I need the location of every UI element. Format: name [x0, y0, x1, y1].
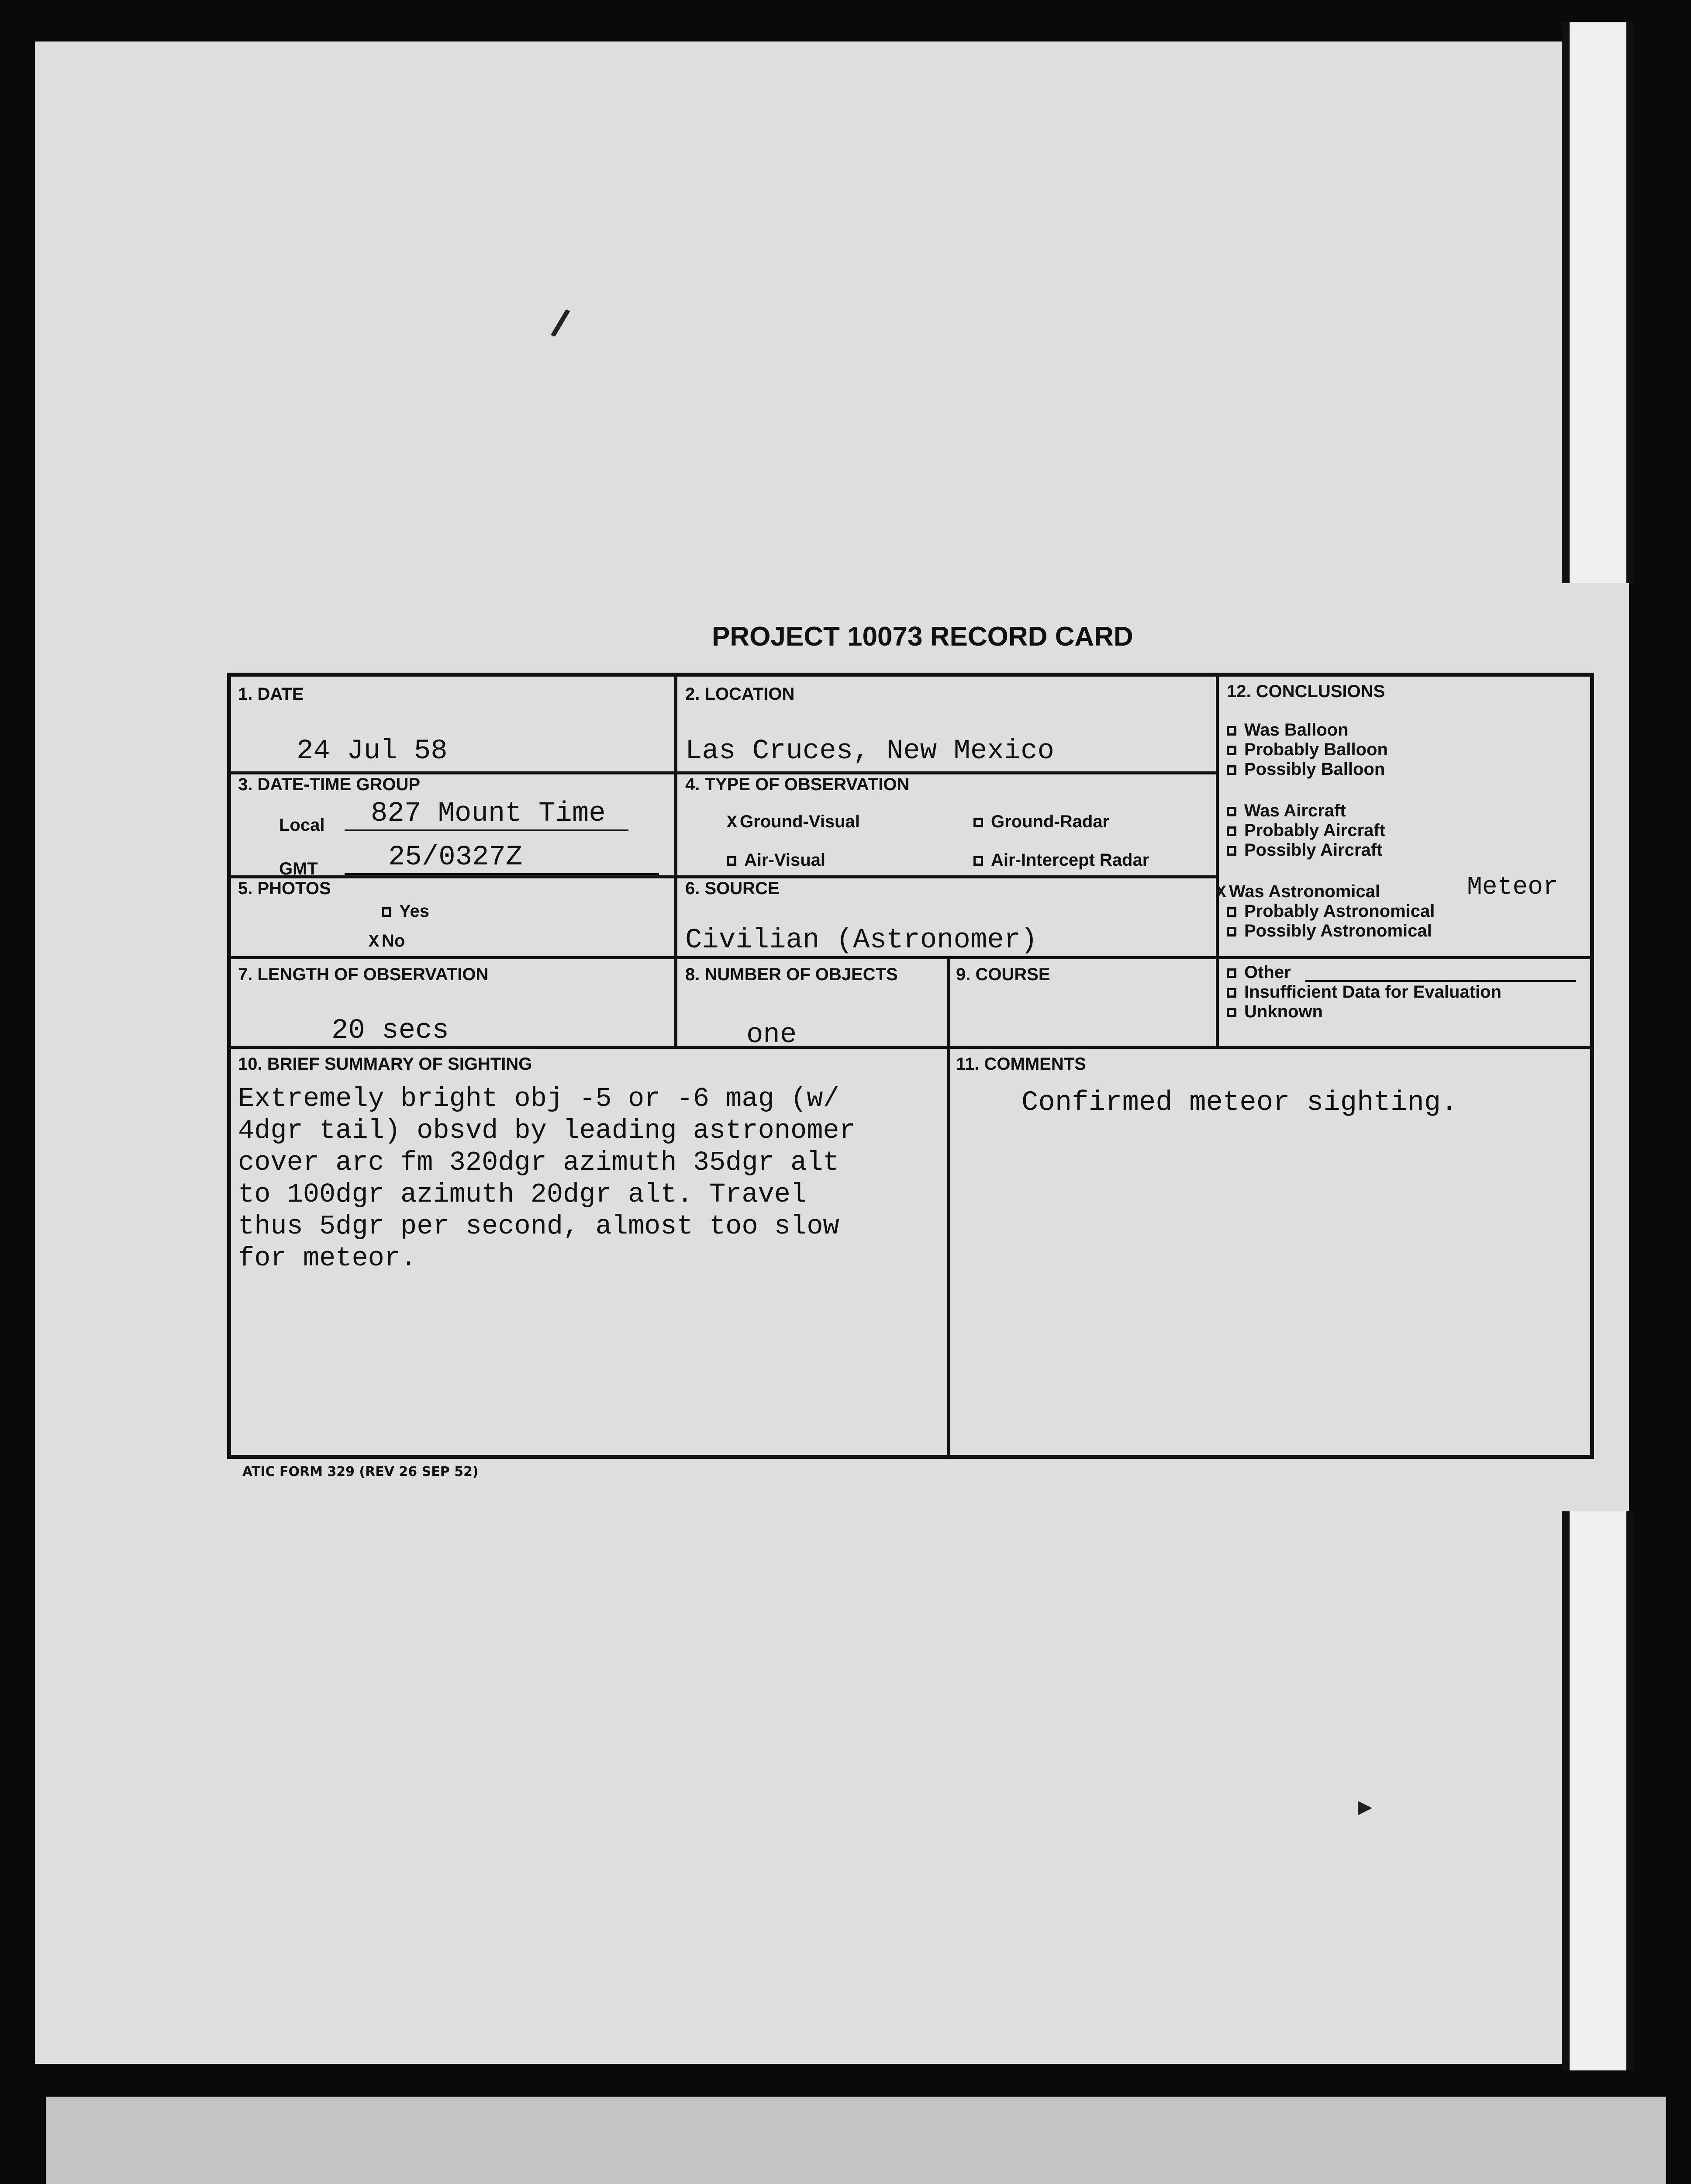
gmt-value: 25/0327Z [388, 842, 523, 873]
observation-type-label: 4. TYPE OF OBSERVATION [685, 775, 910, 794]
probably-aircraft-option[interactable]: Probably Aircraft [1227, 821, 1385, 840]
photos-yes-option[interactable]: Yes [382, 902, 429, 921]
possibly-aircraft-option[interactable]: Possibly Aircraft [1227, 840, 1382, 860]
photos-no-option[interactable]: X No [369, 931, 405, 952]
checkbox-icon [973, 818, 983, 827]
checkbox-icon [1227, 846, 1236, 856]
photos-label: 5. PHOTOS [238, 879, 331, 898]
divider [1216, 677, 1219, 1046]
probably-balloon-option[interactable]: Probably Balloon [1227, 740, 1388, 760]
objects-label: 8. NUMBER OF OBJECTS [685, 965, 898, 984]
checkbox-icon [1227, 826, 1236, 836]
meteor-note: Meteor [1467, 873, 1558, 902]
checkbox-icon [1227, 765, 1236, 775]
divider [231, 875, 1216, 878]
summary-label: 10. BRIEF SUMMARY OF SIGHTING [238, 1054, 532, 1074]
possibly-balloon-option[interactable]: Possibly Balloon [1227, 760, 1385, 779]
ground-visual-option[interactable]: X Ground-Visual [727, 812, 860, 833]
arrow-mark: ▸ [1358, 1791, 1372, 1821]
date-value: 24 Jul 58 [297, 736, 448, 767]
underline [1305, 980, 1576, 982]
checkbox-icon [1227, 726, 1236, 736]
comments-label: 11. COMMENTS [956, 1054, 1086, 1074]
check-mark-icon: X [727, 813, 738, 833]
location-label: 2. LOCATION [685, 684, 795, 704]
card-title: PROJECT 10073 RECORD CARD [712, 622, 1133, 652]
was-aircraft-option[interactable]: Was Aircraft [1227, 801, 1346, 821]
underline [345, 873, 659, 875]
probably-astronomical-option[interactable]: Probably Astronomical [1227, 902, 1435, 921]
location-value: Las Cruces, New Mexico [685, 736, 1054, 767]
summary-text: Extremely bright obj -5 or -6 mag (w/ 4dgr tail) obsvd by leading astronomer cover arc fm 320dgr azimuth 35dgr alt to 100dgr azimuth 20dgr alt. Travel thus 5dgr per second, almost too slow for meteor. [238, 1083, 856, 1274]
date-label: 1. DATE [238, 684, 304, 704]
ground-radar-option[interactable]: Ground-Radar [973, 812, 1109, 832]
lower-paper-strip [46, 2097, 1666, 2184]
check-mark-icon: X [369, 933, 380, 952]
checkbox-icon [1227, 927, 1236, 936]
checkbox-icon [1227, 907, 1236, 917]
source-value: Civilian (Astronomer) [685, 925, 1038, 956]
checkbox-icon [382, 907, 391, 917]
local-label: Local [279, 816, 325, 835]
pen-mark: / [547, 301, 573, 346]
checkbox-icon [727, 856, 736, 866]
checkbox-icon [1227, 1008, 1236, 1017]
objects-value: one [746, 1019, 797, 1051]
binder-spine-top [1562, 22, 1634, 583]
was-astronomical-option[interactable]: X Was Astronomical [1216, 882, 1380, 903]
checkbox-icon [1227, 968, 1236, 978]
divider [231, 771, 1216, 774]
other-option[interactable]: Other [1227, 963, 1291, 982]
divider [231, 956, 1590, 959]
was-balloon-option[interactable]: Was Balloon [1227, 720, 1349, 740]
possibly-astronomical-option[interactable]: Possibly Astronomical [1227, 921, 1432, 941]
comments-value: Confirmed meteor sighting. [1022, 1087, 1458, 1119]
air-intercept-radar-option[interactable]: Air-Intercept Radar [973, 850, 1149, 870]
record-card [227, 673, 1594, 1459]
checkbox-icon [1227, 746, 1236, 755]
gmt-label: GMT [279, 859, 318, 878]
checkbox-icon [973, 856, 983, 866]
checkbox-icon [1227, 807, 1236, 816]
underline [345, 829, 628, 831]
check-mark-icon: X [1216, 883, 1227, 903]
checkbox-icon [1227, 988, 1236, 998]
local-time-value: 827 Mount Time [371, 798, 606, 829]
course-label: 9. COURSE [956, 965, 1050, 984]
unknown-option[interactable]: Unknown [1227, 1002, 1323, 1022]
form-footer: ATIC FORM 329 (REV 26 SEP 52) [242, 1464, 479, 1479]
divider [674, 677, 677, 1046]
source-label: 6. SOURCE [685, 879, 780, 898]
conclusions-label: 12. CONCLUSIONS [1227, 682, 1385, 701]
insufficient-data-option[interactable]: Insufficient Data for Evaluation [1227, 982, 1501, 1002]
length-value: 20 secs [331, 1015, 449, 1047]
binder-spine-bottom [1562, 1511, 1634, 2070]
length-label: 7. LENGTH OF OBSERVATION [238, 965, 489, 984]
air-visual-option[interactable]: Air-Visual [727, 850, 825, 870]
date-time-group-label: 3. DATE-TIME GROUP [238, 775, 421, 794]
